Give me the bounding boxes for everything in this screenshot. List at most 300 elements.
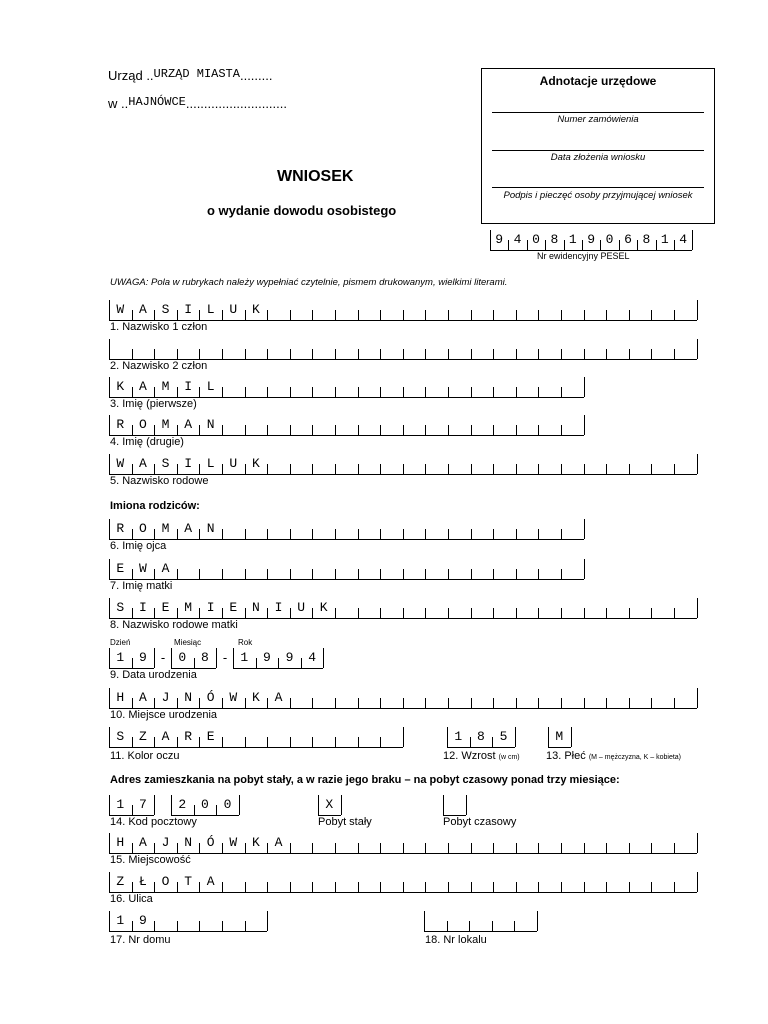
char-box[interactable] (290, 872, 313, 892)
char-box[interactable] (516, 519, 539, 539)
pesel-field[interactable] (490, 230, 692, 251)
char-box[interactable]: I (267, 598, 290, 618)
char-box[interactable] (584, 454, 607, 474)
char-box[interactable] (267, 727, 290, 747)
char-box[interactable] (538, 872, 561, 892)
char-box[interactable] (514, 911, 537, 931)
char-box[interactable] (335, 415, 358, 435)
char-box[interactable] (403, 833, 426, 853)
char-box[interactable] (471, 377, 494, 397)
char-box[interactable] (516, 872, 539, 892)
char-box[interactable] (335, 598, 358, 618)
char-box[interactable] (312, 559, 335, 579)
birth-place-field[interactable] (109, 688, 697, 709)
char-box[interactable] (651, 688, 674, 708)
char-box[interactable]: Z (109, 872, 132, 892)
char-box[interactable]: K (245, 300, 268, 320)
char-box[interactable] (312, 415, 335, 435)
char-box[interactable] (448, 598, 471, 618)
char-box[interactable]: O (154, 872, 177, 892)
char-box[interactable] (267, 300, 290, 320)
char-box[interactable] (448, 415, 471, 435)
char-box[interactable] (267, 454, 290, 474)
char-box[interactable]: 4 (674, 230, 692, 250)
char-box[interactable] (222, 377, 245, 397)
char-box[interactable]: 6 (619, 230, 637, 250)
char-box[interactable] (222, 559, 245, 579)
char-box[interactable] (154, 339, 177, 359)
char-box[interactable] (584, 598, 607, 618)
char-box[interactable]: Ó (199, 688, 222, 708)
char-box[interactable] (177, 559, 200, 579)
char-box[interactable]: H (109, 688, 132, 708)
char-box[interactable] (561, 454, 584, 474)
char-box[interactable]: E (199, 727, 222, 747)
char-box[interactable]: J (154, 833, 177, 853)
street-field[interactable] (109, 872, 697, 893)
char-box[interactable]: 8 (194, 648, 217, 668)
char-box[interactable] (493, 300, 516, 320)
char-box[interactable] (267, 519, 290, 539)
temporary-residence-checkbox[interactable] (443, 795, 466, 816)
char-box[interactable] (606, 300, 629, 320)
char-box[interactable] (651, 833, 674, 853)
char-box[interactable] (674, 598, 697, 618)
char-box[interactable] (335, 300, 358, 320)
char-box[interactable]: 1 (109, 795, 132, 815)
char-box[interactable]: N (199, 519, 222, 539)
char-box[interactable] (561, 415, 584, 435)
char-box[interactable] (403, 688, 426, 708)
char-box[interactable] (606, 833, 629, 853)
char-box[interactable] (448, 688, 471, 708)
char-box[interactable] (674, 339, 697, 359)
char-box[interactable]: K (245, 454, 268, 474)
char-box[interactable]: A (267, 833, 290, 853)
char-box[interactable] (538, 598, 561, 618)
char-box[interactable] (403, 415, 426, 435)
char-box[interactable] (629, 300, 652, 320)
char-box[interactable]: I (132, 598, 155, 618)
char-box[interactable] (538, 377, 561, 397)
char-box[interactable] (471, 872, 494, 892)
char-box[interactable] (425, 559, 448, 579)
char-box[interactable] (199, 339, 222, 359)
char-box[interactable]: I (177, 454, 200, 474)
char-box[interactable] (493, 415, 516, 435)
char-box[interactable] (674, 872, 697, 892)
char-box[interactable]: I (177, 377, 200, 397)
char-box[interactable] (425, 454, 448, 474)
char-box[interactable]: L (199, 454, 222, 474)
char-box[interactable] (245, 872, 268, 892)
char-box[interactable] (443, 795, 466, 815)
char-box[interactable] (674, 454, 697, 474)
char-box[interactable]: K (245, 833, 268, 853)
char-box[interactable]: 7 (132, 795, 155, 815)
char-box[interactable]: 0 (527, 230, 545, 250)
char-box[interactable] (335, 833, 358, 853)
char-box[interactable] (561, 598, 584, 618)
char-box[interactable]: K (109, 377, 132, 397)
char-box[interactable]: 8 (545, 230, 563, 250)
height-field[interactable] (447, 727, 515, 748)
char-box[interactable] (516, 377, 539, 397)
char-box[interactable]: L (199, 300, 222, 320)
locality-field[interactable] (109, 833, 697, 854)
char-box[interactable] (358, 688, 381, 708)
char-box[interactable]: E (222, 598, 245, 618)
char-box[interactable]: A (177, 415, 200, 435)
char-box[interactable] (629, 688, 652, 708)
char-box[interactable]: M (548, 727, 571, 747)
char-box[interactable] (290, 300, 313, 320)
birth-month-field[interactable] (171, 648, 216, 669)
char-box[interactable] (516, 688, 539, 708)
char-box[interactable] (561, 300, 584, 320)
char-box[interactable] (471, 300, 494, 320)
char-box[interactable]: 8 (470, 727, 493, 747)
char-box[interactable]: H (109, 833, 132, 853)
char-box[interactable] (538, 559, 561, 579)
char-box[interactable] (448, 872, 471, 892)
char-box[interactable] (335, 559, 358, 579)
char-box[interactable]: 9 (582, 230, 600, 250)
char-box[interactable]: U (222, 300, 245, 320)
char-box[interactable] (222, 519, 245, 539)
char-box[interactable] (267, 339, 290, 359)
char-box[interactable] (222, 727, 245, 747)
char-box[interactable] (267, 415, 290, 435)
char-box[interactable] (312, 688, 335, 708)
char-box[interactable]: 1 (656, 230, 674, 250)
char-box[interactable]: A (132, 454, 155, 474)
char-box[interactable] (516, 833, 539, 853)
char-box[interactable]: A (132, 688, 155, 708)
char-box[interactable]: 1 (233, 648, 256, 668)
char-box[interactable] (290, 833, 313, 853)
char-box[interactable] (606, 872, 629, 892)
char-box[interactable]: M (177, 598, 200, 618)
char-box[interactable] (358, 377, 381, 397)
char-box[interactable]: 9 (490, 230, 508, 250)
char-box[interactable] (561, 833, 584, 853)
char-box[interactable]: 9 (132, 648, 155, 668)
char-box[interactable] (651, 598, 674, 618)
char-box[interactable] (493, 377, 516, 397)
char-box[interactable] (629, 833, 652, 853)
char-box[interactable]: N (177, 833, 200, 853)
char-box[interactable] (380, 454, 403, 474)
char-box[interactable] (516, 454, 539, 474)
char-box[interactable] (245, 377, 268, 397)
char-box[interactable] (448, 339, 471, 359)
char-box[interactable] (606, 598, 629, 618)
mother-name-field[interactable] (109, 559, 584, 580)
char-box[interactable] (380, 300, 403, 320)
char-box[interactable]: Ł (132, 872, 155, 892)
char-box[interactable] (358, 519, 381, 539)
char-box[interactable] (358, 300, 381, 320)
char-box[interactable] (335, 727, 358, 747)
char-box[interactable] (267, 559, 290, 579)
char-box[interactable] (380, 377, 403, 397)
char-box[interactable] (403, 454, 426, 474)
char-box[interactable] (403, 300, 426, 320)
char-box[interactable] (335, 519, 358, 539)
char-box[interactable]: 2 (171, 795, 194, 815)
char-box[interactable] (448, 377, 471, 397)
char-box[interactable] (177, 911, 200, 931)
char-box[interactable] (290, 377, 313, 397)
char-box[interactable]: W (109, 454, 132, 474)
char-box[interactable]: W (132, 559, 155, 579)
char-box[interactable] (493, 872, 516, 892)
char-box[interactable] (380, 339, 403, 359)
char-box[interactable]: E (109, 559, 132, 579)
char-box[interactable] (312, 454, 335, 474)
char-box[interactable] (312, 833, 335, 853)
char-box[interactable]: M (154, 519, 177, 539)
char-box[interactable] (516, 300, 539, 320)
char-box[interactable] (674, 688, 697, 708)
char-box[interactable] (312, 377, 335, 397)
char-box[interactable]: K (245, 688, 268, 708)
char-box[interactable] (584, 688, 607, 708)
char-box[interactable]: M (154, 377, 177, 397)
mother-family-name-field[interactable] (109, 598, 697, 619)
char-box[interactable] (538, 833, 561, 853)
char-box[interactable]: 9 (278, 648, 301, 668)
postal-code-second-field[interactable] (171, 795, 239, 816)
char-box[interactable]: S (154, 454, 177, 474)
char-box[interactable] (358, 598, 381, 618)
char-box[interactable]: 5 (492, 727, 515, 747)
char-box[interactable] (448, 519, 471, 539)
char-box[interactable] (538, 688, 561, 708)
char-box[interactable]: 1 (447, 727, 470, 747)
char-box[interactable]: N (177, 688, 200, 708)
char-box[interactable] (154, 911, 177, 931)
char-box[interactable] (425, 339, 448, 359)
char-box[interactable] (380, 833, 403, 853)
char-box[interactable] (109, 339, 132, 359)
char-box[interactable] (493, 519, 516, 539)
char-box[interactable] (358, 833, 381, 853)
char-box[interactable] (629, 598, 652, 618)
char-box[interactable] (538, 339, 561, 359)
char-box[interactable] (358, 454, 381, 474)
char-box[interactable] (448, 454, 471, 474)
char-box[interactable] (245, 415, 268, 435)
char-box[interactable] (335, 339, 358, 359)
char-box[interactable] (335, 872, 358, 892)
char-box[interactable] (651, 339, 674, 359)
char-box[interactable]: 0 (600, 230, 618, 250)
char-box[interactable] (222, 872, 245, 892)
char-box[interactable] (290, 688, 313, 708)
char-box[interactable]: S (109, 727, 132, 747)
char-box[interactable]: T (177, 872, 200, 892)
char-box[interactable] (651, 872, 674, 892)
char-box[interactable] (335, 688, 358, 708)
char-box[interactable] (448, 559, 471, 579)
second-name-field[interactable] (109, 415, 584, 436)
char-box[interactable] (380, 688, 403, 708)
char-box[interactable] (538, 519, 561, 539)
char-box[interactable] (380, 598, 403, 618)
surname2-field[interactable] (109, 339, 697, 360)
char-box[interactable]: W (222, 833, 245, 853)
char-box[interactable] (561, 519, 584, 539)
char-box[interactable] (471, 519, 494, 539)
char-box[interactable] (380, 415, 403, 435)
char-box[interactable] (516, 339, 539, 359)
char-box[interactable] (674, 300, 697, 320)
char-box[interactable] (629, 339, 652, 359)
char-box[interactable] (425, 377, 448, 397)
char-box[interactable]: Z (132, 727, 155, 747)
char-box[interactable] (561, 559, 584, 579)
char-box[interactable] (380, 559, 403, 579)
char-box[interactable] (606, 454, 629, 474)
char-box[interactable] (425, 415, 448, 435)
char-box[interactable] (493, 598, 516, 618)
char-box[interactable]: K (312, 598, 335, 618)
char-box[interactable] (516, 415, 539, 435)
char-box[interactable]: A (132, 377, 155, 397)
char-box[interactable] (471, 833, 494, 853)
char-box[interactable] (516, 559, 539, 579)
char-box[interactable] (561, 872, 584, 892)
char-box[interactable] (335, 377, 358, 397)
char-box[interactable]: W (109, 300, 132, 320)
char-box[interactable]: M (154, 415, 177, 435)
char-box[interactable] (493, 688, 516, 708)
char-box[interactable] (312, 519, 335, 539)
char-box[interactable]: A (132, 300, 155, 320)
char-box[interactable] (245, 911, 268, 931)
char-box[interactable] (471, 559, 494, 579)
family-name-field[interactable] (109, 454, 697, 475)
char-box[interactable]: J (154, 688, 177, 708)
char-box[interactable] (674, 833, 697, 853)
char-box[interactable] (403, 377, 426, 397)
char-box[interactable]: I (199, 598, 222, 618)
birth-day-field[interactable] (109, 648, 154, 669)
char-box[interactable] (380, 519, 403, 539)
char-box[interactable]: A (199, 872, 222, 892)
char-box[interactable] (425, 833, 448, 853)
char-box[interactable] (312, 300, 335, 320)
char-box[interactable] (267, 377, 290, 397)
char-box[interactable] (629, 454, 652, 474)
char-box[interactable] (403, 519, 426, 539)
char-box[interactable] (561, 688, 584, 708)
office-value[interactable]: URZĄD MIASTA (153, 67, 240, 81)
char-box[interactable]: L (199, 377, 222, 397)
char-box[interactable] (290, 415, 313, 435)
char-box[interactable] (177, 339, 200, 359)
char-box[interactable]: 1 (109, 648, 132, 668)
char-box[interactable] (447, 911, 470, 931)
char-box[interactable] (245, 519, 268, 539)
char-box[interactable] (606, 339, 629, 359)
char-box[interactable]: 9 (132, 911, 155, 931)
char-box[interactable] (245, 339, 268, 359)
char-box[interactable] (222, 911, 245, 931)
char-box[interactable] (199, 911, 222, 931)
char-box[interactable] (267, 872, 290, 892)
char-box[interactable]: N (245, 598, 268, 618)
birth-year-field[interactable] (233, 648, 323, 669)
char-box[interactable] (651, 300, 674, 320)
char-box[interactable]: R (109, 415, 132, 435)
char-box[interactable] (312, 339, 335, 359)
char-box[interactable]: 1 (109, 911, 132, 931)
char-box[interactable] (358, 559, 381, 579)
char-box[interactable] (290, 559, 313, 579)
char-box[interactable] (335, 454, 358, 474)
char-box[interactable]: 0 (216, 795, 239, 815)
char-box[interactable] (199, 559, 222, 579)
char-box[interactable]: A (177, 519, 200, 539)
char-box[interactable] (471, 454, 494, 474)
char-box[interactable] (448, 300, 471, 320)
char-box[interactable]: R (177, 727, 200, 747)
char-box[interactable] (358, 339, 381, 359)
char-box[interactable]: X (318, 795, 341, 815)
house-number-field[interactable] (109, 911, 267, 932)
char-box[interactable] (245, 727, 268, 747)
char-box[interactable]: S (154, 300, 177, 320)
char-box[interactable]: N (199, 415, 222, 435)
char-box[interactable] (606, 688, 629, 708)
char-box[interactable] (471, 415, 494, 435)
char-box[interactable] (561, 377, 584, 397)
surname1-field[interactable] (109, 300, 697, 321)
char-box[interactable]: A (154, 727, 177, 747)
char-box[interactable] (358, 872, 381, 892)
char-box[interactable] (380, 727, 403, 747)
char-box[interactable] (245, 559, 268, 579)
char-box[interactable] (312, 872, 335, 892)
char-box[interactable]: U (222, 454, 245, 474)
char-box[interactable] (448, 833, 471, 853)
char-box[interactable]: A (267, 688, 290, 708)
char-box[interactable] (290, 727, 313, 747)
char-box[interactable] (651, 454, 674, 474)
sex-field[interactable] (548, 727, 571, 748)
char-box[interactable] (469, 911, 492, 931)
char-box[interactable] (403, 872, 426, 892)
char-box[interactable] (538, 300, 561, 320)
char-box[interactable] (561, 339, 584, 359)
char-box[interactable] (493, 559, 516, 579)
char-box[interactable] (584, 300, 607, 320)
permanent-residence-checkbox[interactable] (318, 795, 341, 816)
char-box[interactable] (290, 454, 313, 474)
char-box[interactable] (358, 415, 381, 435)
char-box[interactable] (380, 872, 403, 892)
char-box[interactable]: E (154, 598, 177, 618)
char-box[interactable] (538, 415, 561, 435)
char-box[interactable] (222, 415, 245, 435)
char-box[interactable] (222, 339, 245, 359)
char-box[interactable]: 8 (637, 230, 655, 250)
char-box[interactable] (424, 911, 447, 931)
char-box[interactable] (425, 300, 448, 320)
